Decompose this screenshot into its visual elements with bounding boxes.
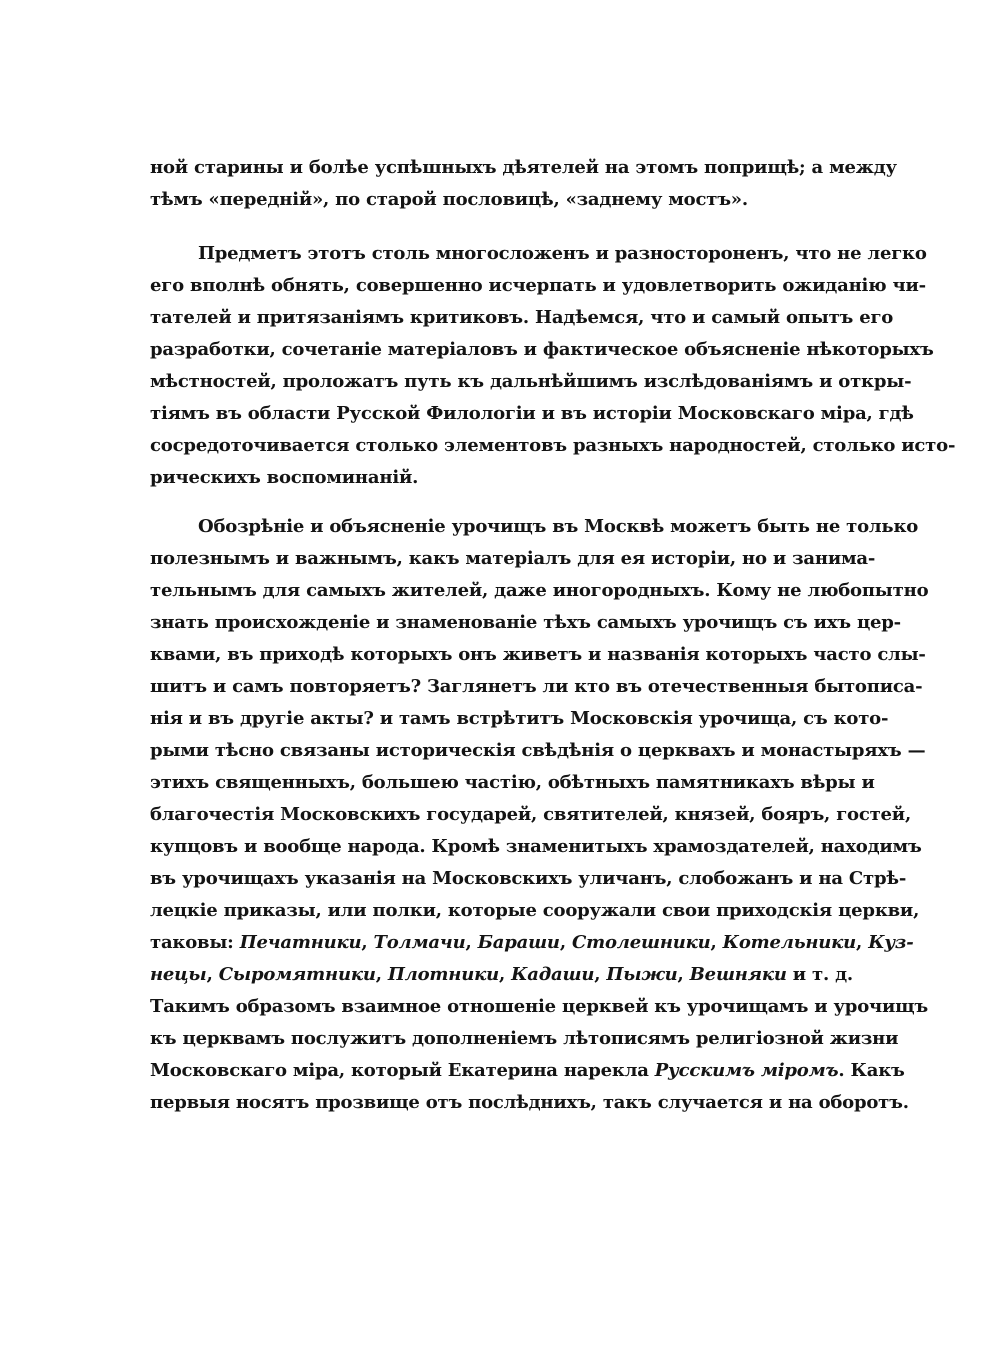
text-segment: нія и въ другіе акты? и тамъ встрѣтитъ Московскія урочища, съ кото- xyxy=(150,708,889,729)
text-line xyxy=(150,575,929,607)
text-line xyxy=(150,959,853,991)
text-segment: разработки, сочетаніе матеріаловъ и фактическое объясненіе нѣкоторыхъ xyxy=(150,339,934,360)
text-segment: тѣмъ «передній», по старой пословицѣ, «заднему мостъ». xyxy=(150,189,748,210)
text-line xyxy=(150,927,914,959)
text-segment: полезнымъ и важнымъ, какъ матеріалъ для ея исторіи, но и занима- xyxy=(150,548,876,569)
italic-text-segment: Котельники xyxy=(722,932,857,953)
text-segment: Московскаго міра, который Екатерина нарекла xyxy=(150,1060,655,1081)
text-line xyxy=(150,639,926,671)
text-line xyxy=(150,334,934,366)
text-line xyxy=(150,398,914,430)
text-segment: . Какъ xyxy=(838,1060,905,1081)
italic-text-segment: нецы xyxy=(150,964,207,985)
text-line xyxy=(150,543,876,575)
text-segment: Такимъ образомъ взаимное отношеніе церквей къ урочищамъ и урочищъ xyxy=(150,996,929,1017)
paragraph-subject xyxy=(150,238,956,494)
text-segment: Предметъ этотъ столь многосложенъ и разностороненъ, что не легко xyxy=(198,243,927,264)
text-segment: его вполнѣ обнять, совершенно исчерпать и удовлетворить ожиданію чи- xyxy=(150,275,926,296)
italic-text-segment: Толмачи xyxy=(373,932,466,953)
italic-text-segment: Кадаши xyxy=(511,964,595,985)
text-line xyxy=(150,238,927,270)
text-line xyxy=(150,799,912,831)
text-segment: , xyxy=(206,964,219,985)
italic-text-segment: Столешники xyxy=(571,932,711,953)
text-segment: , xyxy=(465,932,478,953)
text-line xyxy=(150,462,850,494)
paragraph-continuation xyxy=(150,152,897,216)
text-line xyxy=(150,1055,905,1087)
italic-text-segment: Вешняки xyxy=(689,964,787,985)
text-line xyxy=(150,607,901,639)
text-segment: тельнымъ для самыхъ жителей, даже иногородныхъ. Кому не любопытно xyxy=(150,580,929,601)
text-segment: къ церквамъ послужитъ дополненіемъ лѣтописямъ религіозной жизни xyxy=(150,1028,899,1049)
text-segment: купцовъ и вообще народа. Кромѣ знаменитыхъ храмоздателей, находимъ xyxy=(150,836,922,857)
text-segment: , xyxy=(677,964,690,985)
text-segment: шитъ и самъ повторяетъ? Заглянетъ ли кто въ отечественныя бытописа- xyxy=(150,676,923,697)
text-segment: , xyxy=(559,932,572,953)
text-line xyxy=(150,767,875,799)
text-segment: тателей и притязаніямъ критиковъ. Надѣемся, что и самый опытъ его xyxy=(150,307,894,328)
text-line xyxy=(150,735,926,767)
text-segment: , xyxy=(856,932,869,953)
text-line xyxy=(150,302,894,334)
text-line xyxy=(150,184,850,216)
paragraph-urochishcha xyxy=(150,511,929,1119)
text-segment: мѣстностей, проложатъ путь къ дальнѣйшимъ изслѣдованіямъ и откры- xyxy=(150,371,912,392)
text-line xyxy=(150,895,920,927)
italic-text-segment: Плотники xyxy=(387,964,499,985)
text-segment: , xyxy=(361,932,374,953)
text-line xyxy=(150,430,956,462)
text-segment: рыми тѣсно связаны историческія свѣдѣнія о церквахъ и монастыряхъ — xyxy=(150,740,926,761)
text-line xyxy=(150,511,919,543)
text-segment: этихъ священныхъ, большею частію, обѣтныхъ памятникахъ вѣры и xyxy=(150,772,875,793)
italic-text-segment: Пыжи xyxy=(606,964,678,985)
text-line xyxy=(150,863,907,895)
text-segment: квами, въ приходѣ которыхъ онъ живетъ и названія которыхъ часто слы- xyxy=(150,644,926,665)
text-segment: знать происхожденіе и знаменованіе тѣхъ самыхъ урочищъ съ ихъ цер- xyxy=(150,612,901,633)
text-line xyxy=(150,366,912,398)
text-segment: , xyxy=(594,964,607,985)
text-segment: сосредоточивается столько элементовъ разныхъ народностей, столько исто- xyxy=(150,435,956,456)
italic-text-segment: Печатники xyxy=(239,932,362,953)
text-segment: въ урочищахъ указанія на Московскихъ уличанъ, слобожанъ и на Стрѣ- xyxy=(150,868,907,889)
italic-text-segment: Сыромятники xyxy=(218,964,376,985)
text-segment: рическихъ воспоминаній. xyxy=(150,467,419,488)
text-segment: и т. д. xyxy=(786,964,853,985)
text-line xyxy=(150,1087,909,1119)
italic-text-segment: Русскимъ міромъ xyxy=(654,1060,839,1081)
text-line xyxy=(150,1023,899,1055)
text-line xyxy=(150,703,889,735)
text-segment: благочестія Московскихъ государей, святителей, князей, бояръ, гостей, xyxy=(150,804,912,825)
text-segment: первыя носятъ прозвище отъ послѣднихъ, такъ случается и на оборотъ. xyxy=(150,1092,909,1113)
text-line xyxy=(150,152,897,184)
italic-text-segment: Бараши xyxy=(477,932,560,953)
text-segment: ной старины и болѣе успѣшныхъ дѣятелей на этомъ поприщѣ; а между xyxy=(150,157,897,178)
text-segment: , xyxy=(498,964,512,985)
text-segment: , xyxy=(710,932,723,953)
text-line xyxy=(150,991,929,1023)
text-line xyxy=(150,671,923,703)
text-segment: Обозрѣніе и объясненіе урочищъ въ Москвѣ можетъ быть не только xyxy=(198,516,919,537)
text-line xyxy=(150,831,922,863)
italic-text-segment: Куз- xyxy=(868,932,914,953)
text-segment: , xyxy=(375,964,388,985)
text-segment: тіямъ въ области Русской Филологіи и въ исторіи Московскаго міра, гдѣ xyxy=(150,403,914,424)
text-segment: таковы: xyxy=(150,932,240,953)
text-segment: лецкіе приказы, или полки, которые сооружали свои приходскія церкви, xyxy=(150,900,920,921)
text-line xyxy=(150,270,926,302)
